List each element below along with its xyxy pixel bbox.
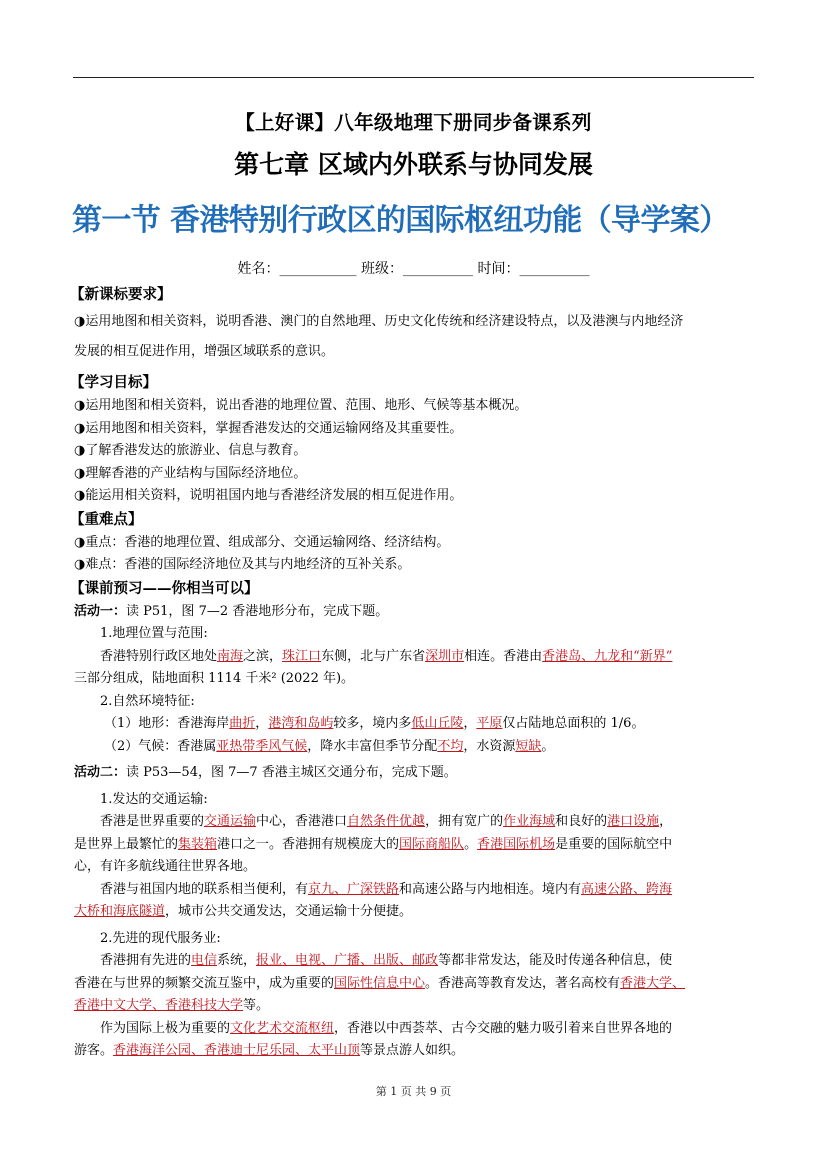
paragraph: 作为国际上极为重要的文化艺术交流枢纽，香港以中西荟萃、古今交融的魅力吸引着来自世界各地的	[100, 1020, 673, 1036]
answer-blank: 港湾和岛屿	[268, 716, 334, 731]
paragraph: 大桥和海底隧道，城市公共交通发达，交通运输十分便捷。	[74, 904, 413, 919]
answer-blank: 低山丘陵	[411, 716, 464, 731]
activity-one-instruction: 活动一：读 P51，图 7—2 香港地形分布，完成下题。	[74, 603, 389, 619]
answer-blank: 香港海洋公园、香港迪士尼乐园、太平山顶	[113, 1043, 361, 1058]
document-body	[70, 283, 758, 1063]
paragraph: 心，有许多航线通往世界各地。	[74, 859, 257, 874]
key-point-item: ◑难点：香港的国际经济地位及其与内地经济的互补关系。	[74, 557, 411, 572]
subheading: 1.发达的交通运输:	[100, 791, 208, 807]
answer-blank: 香港岛、九龙和“新界”	[542, 648, 673, 664]
paragraph: 香港在与世界的频繁交流互鉴中，成为重要的国际性信息中心。香港高等教育发达，著名高校有香港大学、	[74, 975, 686, 991]
series-title: 【上好课】八年级地理下册同步备课系列	[235, 111, 592, 134]
answer-blank: 平原	[476, 716, 503, 731]
paragraph: 香港拥有先进的电信系统，报业、电视、广播、出版、邮政等都非常发达，能及时传递各种信息，使	[100, 953, 673, 968]
paragraph: 香港是世界重要的交通运输中心，香港港口自然条件优越，拥有宽广的作业海域和良好的港口设施，	[100, 814, 673, 829]
objective-item: ◑运用地图和相关资料，说出香港的地理位置、范围、地形、气候等基本概况。	[74, 398, 528, 413]
answer-blank: 京九、广深铁路	[308, 881, 400, 897]
header-rule	[73, 77, 754, 78]
objectives-heading: 【学习目标】	[70, 374, 157, 391]
chapter-title: 第七章 区域内外联系与协同发展	[234, 150, 593, 179]
paragraph: 香港与祖国内地的联系相当便利，有京九、广深铁路和高速公路与内地相连。境内有高速公路、跨海	[100, 881, 673, 897]
paragraph: 香港中文大学、香港科技大学等。	[74, 998, 270, 1013]
page-number: 第 1 页 共 9 页	[375, 1085, 452, 1098]
answer-blank: 香港国际机场	[477, 836, 556, 852]
objective-item: ◑能运用相关资料，说明祖国内地与香港经济发展的相互促进作用。	[74, 488, 463, 503]
curriculum-line: 发展的相互促进作用，增强区域联系的意识。	[74, 344, 335, 359]
answer-blank: 香港中文大学、香港科技大学	[74, 998, 244, 1013]
key-points-heading: 【重难点】	[70, 510, 143, 528]
curriculum-heading: 【新课标要求】	[70, 286, 172, 303]
answer-blank: 不均	[437, 738, 464, 754]
answer-blank: 南海	[217, 648, 244, 664]
answer-blank: 亚热带季风气候	[216, 738, 308, 754]
subheading: 2.先进的现代服务业:	[100, 930, 221, 946]
answer-blank: 大桥和海底隧道	[74, 904, 166, 919]
answer-blank: 报业、电视、广播、出版、邮政	[256, 953, 439, 968]
activity-label: 活动二：	[74, 765, 127, 780]
objective-item: ◑理解香港的产业结构与国际经济地位。	[74, 465, 307, 481]
answer-blank: 短缺	[515, 738, 542, 754]
objective-item: ◑了解香港发达的旅游业、信息与教育。	[74, 443, 307, 458]
preview-heading: 【课前预习——你相当可以】	[70, 579, 259, 597]
terrain-line: （1）地形：香港海岸曲折，港湾和岛屿较多，境内多低山丘陵，平原仅占陆地总面积的 1/6。	[104, 716, 645, 731]
paragraph: 香港特别行政区地处南海之滨，珠江口东侧，北与广东省深圳市相连。香港由香港岛、九龙和“新界”	[100, 648, 673, 664]
objective-item: ◑运用地图和相关资料，掌握香港发达的交通运输网络及其重要性。	[74, 420, 463, 436]
answer-blank: 国际商船队	[399, 836, 465, 852]
answer-blank: 电信	[191, 953, 218, 968]
student-info-line: 姓名：___________ 班级：__________ 时间：__________	[237, 261, 590, 277]
answer-blank: 自然条件优越	[347, 814, 426, 829]
section-title: 第一节 香港特别行政区的国际枢纽功能（导学案）	[72, 203, 729, 238]
activity-two-instruction: 活动二：读 P53—54，图 7—7 香港主城区交通分布，完成下题。	[74, 765, 457, 780]
subheading: 2.自然环境特征:	[100, 693, 195, 709]
curriculum-line: ◑运用地图和相关资料，说明香港、澳门的自然地理、历史文化传统和经济建设特点，以及港澳与内地经济	[74, 314, 684, 329]
paragraph: 是世界上最繁忙的集装箱港口之一。香港拥有规模庞大的国际商船队。香港国际机场是重要的国际航空中	[74, 836, 673, 852]
climate-line: （2）气候：香港属亚热带季风气候，降水丰富但季节分配不均，水资源短缺。	[104, 738, 555, 754]
paragraph: 游客。香港海洋公园、香港迪士尼乐园、太平山顶等景点游人如织。	[74, 1043, 465, 1058]
answer-blank: 集装箱	[178, 836, 218, 852]
activity-label: 活动一：	[74, 603, 127, 619]
answer-blank: 高速公路、跨海	[581, 881, 673, 897]
subheading: 1.地理位置与范围:	[100, 626, 208, 641]
answer-blank: 珠江口	[282, 648, 322, 664]
paragraph: 三部分组成，陆地面积 1114 千米² (2022 年)。	[74, 671, 355, 686]
answer-blank: 香港大学、	[620, 975, 686, 991]
answer-blank: 文化艺术交流枢纽	[230, 1020, 335, 1036]
key-point-item: ◑重点：香港的地理位置、组成部分、交通运输网络、经济结构。	[74, 534, 450, 550]
answer-blank: 交通运输	[204, 814, 257, 829]
answer-blank: 港口设施	[607, 814, 660, 829]
answer-blank: 曲折	[229, 716, 256, 731]
answer-blank: 国际性信息中心	[334, 975, 426, 991]
answer-blank: 深圳市	[425, 648, 465, 664]
answer-blank: 作业海域	[503, 814, 556, 829]
